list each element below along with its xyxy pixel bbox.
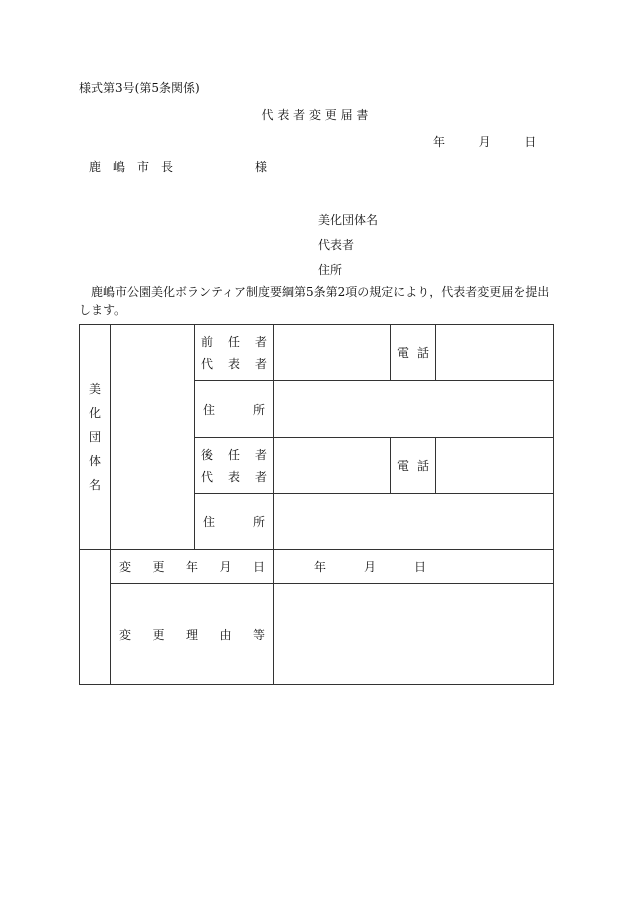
change-reason-label: 変 更 理 由 等: [111, 584, 274, 685]
applicant-address-label: 住所: [318, 263, 343, 277]
applicant-representative-label: 代表者: [318, 238, 355, 252]
next-representative-field[interactable]: [274, 438, 391, 494]
applicant-group-name-label: 美化団体名: [318, 213, 379, 227]
left-margin-column: [80, 550, 111, 685]
statement-text: 鹿嶋市公園美化ボランティア制度要綱第5条第2項の規定により，代表者変更届を提出します。: [79, 285, 550, 317]
next-address-field[interactable]: [274, 494, 554, 550]
change-date-field[interactable]: 年 月 日: [274, 550, 554, 584]
date-year-label: 年: [433, 135, 446, 149]
submission-date: [433, 133, 536, 150]
document-title: 代 表 者 変 更 届 書: [261, 108, 369, 122]
next-phone-field[interactable]: [436, 438, 554, 494]
change-reason-field[interactable]: [274, 584, 554, 685]
next-address-label: 住 所: [195, 494, 274, 550]
group-name-header: 美 化 団 体 名: [80, 325, 111, 550]
date-month-label: 月: [478, 135, 491, 149]
next-representative-label: 後 任 者 代 表 者: [195, 438, 274, 494]
change-date-label: 変 更 年 月 日: [111, 550, 274, 584]
addressee-honorific: 様: [255, 160, 268, 174]
applicant-block: [318, 208, 378, 283]
form-number: 様式第3号(第5条関係): [79, 81, 200, 95]
prev-representative-field[interactable]: [274, 325, 391, 381]
prev-address-label: 住 所: [195, 381, 274, 438]
prev-representative-label: 前 任 者 代 表 者: [195, 325, 274, 381]
addressee: 鹿 嶋 市 長: [89, 160, 174, 174]
prev-phone-field[interactable]: [436, 325, 554, 381]
change-form-table: [79, 324, 554, 685]
prev-phone-label: 電 話: [391, 325, 436, 381]
next-phone-label: 電 話: [391, 438, 436, 494]
group-name-field[interactable]: [111, 325, 195, 550]
date-day-label: 日: [524, 135, 537, 149]
prev-address-field[interactable]: [274, 381, 554, 438]
